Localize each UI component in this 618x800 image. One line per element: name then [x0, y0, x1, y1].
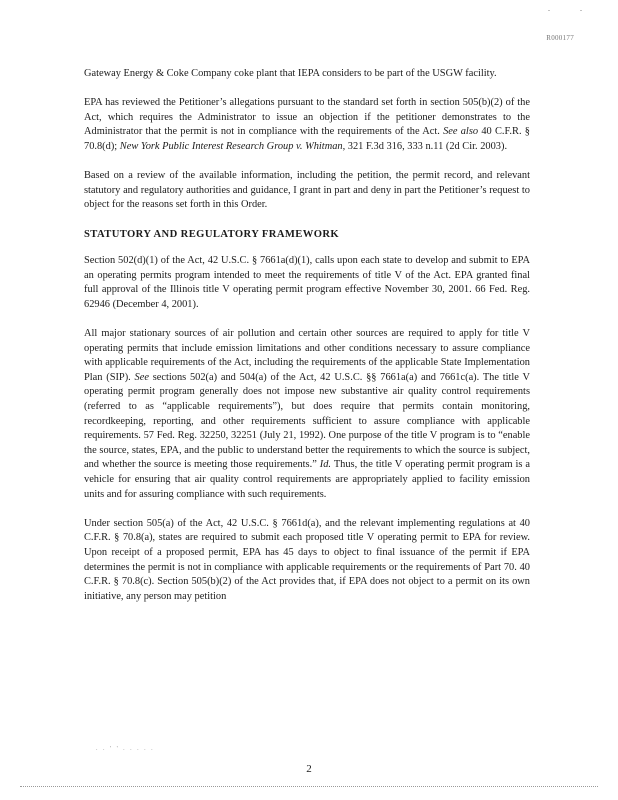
id-signal: Id. — [319, 459, 332, 471]
paragraph-4: Section 502(d)(1) of the Act, 42 U.S.C. § 7661a(d)(1), calls upon each state to develop and submit to EPA an operating permits program intended to meet the requirements of title V of the Act. EPA granted final full approval of the Illinois title V operating permit program effective November 30, 2001. 66 Fed. Reg. 62946 (December 4, 2001). — [84, 255, 530, 310]
paragraph-5 — [84, 327, 530, 502]
paragraph-1: Gateway Energy & Coke Company coke plant that IEPA considers to be part of the USGW facility. — [84, 68, 497, 79]
see-signal: See — [134, 371, 149, 383]
paragraph-5-text-c: Thus, the title V operating permit program is a vehicle for ensuring that air quality control requirements are appropriately applied to facility emission units and for assuring compliance with such requirements. — [84, 459, 530, 500]
case-citation: New York Public Interest Research Group v. Whitman, — [119, 140, 346, 152]
paragraph-3: Based on a review of the available information, including the petition, the permit record, and relevant statutory and regulatory authorities and guidance, I grant in part and deny in part the Petitioner’s request to object for the reasons set forth in this Order. — [84, 170, 530, 211]
paragraph-6: Under section 505(a) of the Act, 42 U.S.C. § 7661d(a), and the relevant implementing regulations at 40 C.F.R. § 70.8(a), states are required to submit each proposed title V operating permit to EPA for review. Upon receipt of a proposed permit, EPA has 45 days to object to final issuance of the permit if EPA determines the permit is not in compliance with applicable requirements or the requirements of Part 70. 40 C.F.R. § 70.8(c). Section 505(b)(2) of the Act provides that, if EPA does not object to a permit on its own initiative, any person may petition — [84, 517, 530, 602]
page-number: 2 — [306, 763, 312, 775]
paragraph-5-text-b: sections 502(a) and 504(a) of the Act, 42 U.S.C. §§ 7661a(a) and 7661c(a). The title V operating permit program generally does not impose new substantive air quality control requirements (referred to as “applicable requirements”), but does require that permits contain monitoring, recordkeeping, reporting, and other requirements sufficient to assure compliance with applicable requirements. 57 Fed. Reg. 32250, 32251 (July 21, 1992). One purpose of the title V program is to “enable the source, states, EPA, and the public to understand better the requirements to which the source is subject, and whether the source is meeting those requirements.” — [84, 371, 530, 471]
body-text — [84, 67, 530, 619]
scan-specks: . . — [548, 4, 596, 13]
scan-noise: . . ' ' . . . . . — [96, 746, 155, 752]
paragraph-2-text-b: 40 C.F.R. § 70.8(d); — [84, 126, 530, 152]
section-heading: STATUTORY AND REGULATORY FRAMEWORK — [84, 228, 340, 240]
scan-edge-line — [20, 786, 598, 787]
paragraph-2-text-a: EPA has reviewed the Petitioner’s allegations pursuant to the standard set forth in section 505(b)(2) of the Act, which requires the Administrator to issue an objection if the petitioner demonstrates to the Administrator that the permit is not in compliance with the requirements of the Act. — [84, 97, 530, 138]
paragraph-2-text-c: 321 F.3d 316, 333 n.11 (2d Cir. 2003). — [345, 140, 508, 152]
bates-stamp: R000177 — [546, 34, 574, 42]
paragraph-2 — [84, 96, 530, 154]
see-also-signal: See also — [443, 126, 479, 138]
paragraph-5-text-a: All major stationary sources of air pollution and certain other sources are required to apply for title V operating permits that include emission limitations and other conditions necessary to assure compliance with applicable requirements of the Act, including the requirements of the applicable State Implementation Plan (SIP). — [84, 328, 530, 383]
